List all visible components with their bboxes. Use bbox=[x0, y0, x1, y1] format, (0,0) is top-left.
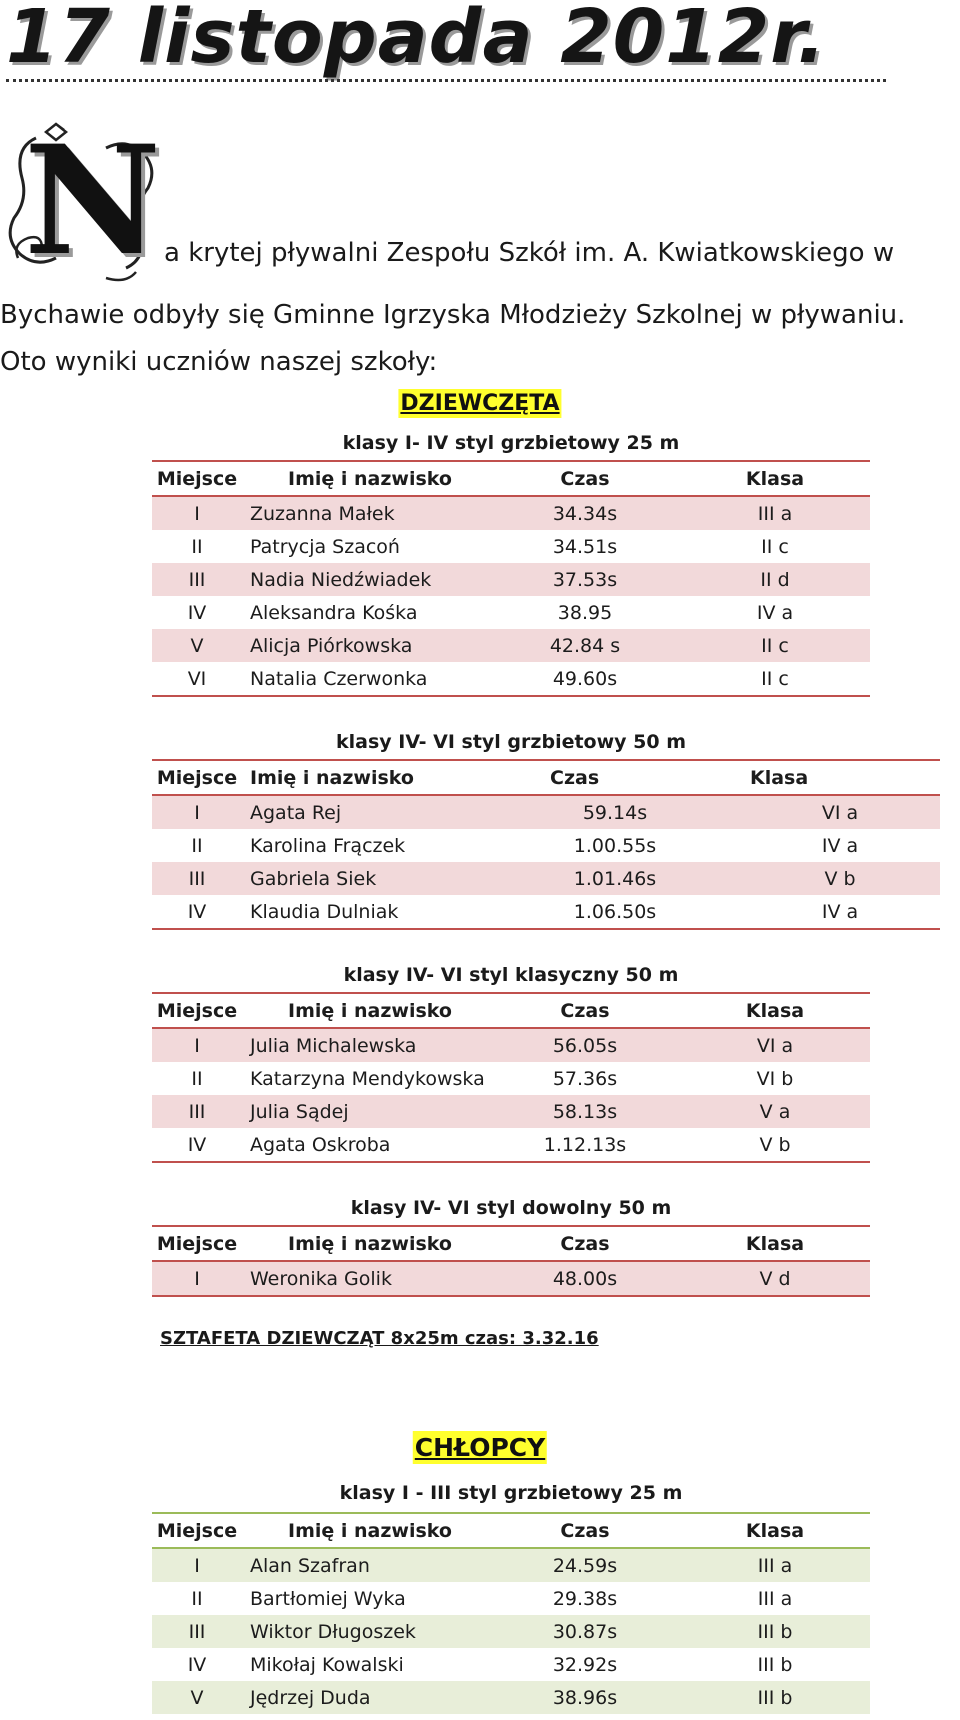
table-row bbox=[152, 596, 870, 629]
cell-place: III bbox=[188, 1100, 206, 1123]
cell-time: 34.34s bbox=[552, 502, 618, 525]
table-row bbox=[152, 1095, 870, 1128]
cell-class: IV a bbox=[756, 601, 794, 624]
table-header-row bbox=[152, 993, 870, 1028]
table-row bbox=[152, 1681, 870, 1714]
cell-name: Alicja Piórkowska bbox=[250, 634, 413, 657]
col-header-place: Miejsce bbox=[156, 1519, 238, 1542]
cell-name: Agata Rej bbox=[250, 801, 342, 824]
cell-name: Weronika Golik bbox=[250, 1267, 392, 1290]
cell-class: II c bbox=[761, 535, 789, 558]
cell-place: I bbox=[194, 801, 200, 824]
cell-place: IV bbox=[187, 900, 207, 923]
cell-time: 38.95 bbox=[557, 601, 613, 624]
cell-time: 30.87s bbox=[552, 1620, 618, 1643]
cell-class: V b bbox=[759, 1133, 791, 1156]
table-row bbox=[152, 662, 870, 696]
cell-place: IV bbox=[187, 1653, 207, 1676]
girls-table-2-caption: klasy IV- VI styl grzbietowy 50 m bbox=[335, 731, 687, 753]
cell-place: I bbox=[194, 1034, 200, 1057]
cell-name: Aleksandra Kośka bbox=[250, 601, 418, 624]
girls-relay-result: SZTAFETA DZIEWCZĄT 8x25m czas: 3.32.16 bbox=[160, 1328, 599, 1349]
girls-results-table-1 bbox=[152, 460, 870, 697]
cell-time: 1.12.13s bbox=[543, 1133, 627, 1156]
cell-class: III b bbox=[757, 1653, 793, 1676]
table-header-row bbox=[152, 760, 940, 795]
cell-place: V bbox=[190, 1686, 204, 1709]
cell-name: Katarzyna Mendykowska bbox=[250, 1067, 485, 1090]
drop-cap-letter: N bbox=[24, 113, 162, 289]
drop-cap bbox=[6, 113, 162, 289]
cell-class: II c bbox=[761, 667, 789, 690]
intro-line-1: a krytej pływalni Zespołu Szkół im. A. Kwiatkowskiego w bbox=[164, 238, 895, 268]
cell-place: I bbox=[194, 1267, 200, 1290]
girls-heading: DZIEWCZĘTA bbox=[400, 391, 560, 416]
cell-name: Julia Sądej bbox=[250, 1100, 349, 1123]
col-header-place: Miejsce bbox=[156, 467, 238, 490]
col-header-name: Imię i nazwisko bbox=[250, 766, 414, 789]
cell-place: IV bbox=[187, 1133, 207, 1156]
table-header-row bbox=[152, 1513, 870, 1548]
table-row bbox=[152, 795, 940, 829]
table-row bbox=[152, 530, 870, 563]
intro-line-2: Bychawie odbyły się Gminne Igrzyska Młodzieży Szkolnej w pływaniu. bbox=[0, 300, 906, 330]
cell-name: Wiktor Długoszek bbox=[250, 1620, 416, 1643]
cell-name: Agata Oskroba bbox=[250, 1133, 391, 1156]
table-row bbox=[152, 1128, 870, 1162]
table-row bbox=[152, 563, 870, 596]
title-dotted-rule bbox=[6, 79, 886, 82]
cell-class: V b bbox=[824, 867, 856, 890]
col-header-class: Klasa bbox=[745, 467, 805, 490]
cell-time: 1.01.46s bbox=[573, 867, 657, 890]
cell-class: V d bbox=[759, 1267, 791, 1290]
table-row bbox=[152, 1548, 870, 1582]
cell-place: V bbox=[190, 634, 204, 657]
table-row bbox=[152, 1615, 870, 1648]
cell-name: Natalia Czerwonka bbox=[250, 667, 428, 690]
col-header-time: Czas bbox=[560, 1232, 610, 1255]
col-header-place: Miejsce bbox=[156, 766, 238, 789]
cell-place: II bbox=[191, 1587, 203, 1610]
cell-name: Jędrzej Duda bbox=[250, 1686, 371, 1709]
cell-place: II bbox=[191, 834, 203, 857]
cell-place: III bbox=[188, 867, 206, 890]
col-header-time: Czas bbox=[560, 1519, 610, 1542]
cell-place: IV bbox=[187, 601, 207, 624]
cell-class: IV a bbox=[821, 900, 859, 923]
cell-name: Nadia Niedźwiadek bbox=[250, 568, 432, 591]
cell-class: II d bbox=[760, 568, 790, 591]
girls-results-table-3 bbox=[152, 992, 870, 1163]
cell-class: IV a bbox=[821, 834, 859, 857]
cell-place: I bbox=[194, 1554, 200, 1577]
table-row bbox=[152, 629, 870, 662]
cell-time: 56.05s bbox=[552, 1034, 618, 1057]
cell-class: VI a bbox=[756, 1034, 794, 1057]
cell-place: II bbox=[191, 1067, 203, 1090]
cell-name: Patrycja Szacoń bbox=[250, 535, 400, 558]
cell-class: III a bbox=[757, 1587, 793, 1610]
cell-time: 49.60s bbox=[552, 667, 618, 690]
cell-time: 24.59s bbox=[552, 1554, 618, 1577]
cell-time: 1.00.55s bbox=[573, 834, 657, 857]
cell-time: 57.36s bbox=[552, 1067, 618, 1090]
col-header-time: Czas bbox=[560, 999, 610, 1022]
table-header-row bbox=[152, 461, 870, 496]
cell-time: 59.14s bbox=[582, 801, 648, 824]
girls-results-table-2 bbox=[152, 759, 940, 930]
cell-time: 58.13s bbox=[552, 1100, 618, 1123]
cell-name: Mikołaj Kowalski bbox=[250, 1653, 404, 1676]
cell-class: III b bbox=[757, 1620, 793, 1643]
cell-place: VI bbox=[187, 667, 207, 690]
girls-table-3-caption: klasy IV- VI styl klasyczny 50 m bbox=[343, 964, 679, 986]
table-row bbox=[152, 1062, 870, 1095]
table-row bbox=[152, 862, 940, 895]
cell-place: III bbox=[188, 568, 206, 591]
boys-table-1-caption: klasy I - III styl grzbietowy 25 m bbox=[339, 1482, 683, 1504]
col-header-name: Imię i nazwisko bbox=[288, 999, 452, 1022]
cell-name: Bartłomiej Wyka bbox=[250, 1587, 406, 1610]
col-header-class: Klasa bbox=[745, 1519, 805, 1542]
cell-place: III bbox=[188, 1620, 206, 1643]
cell-time: 42.84 s bbox=[549, 634, 621, 657]
table-row bbox=[152, 496, 870, 530]
col-header-class: Klasa bbox=[750, 766, 809, 789]
cell-name: Karolina Frączek bbox=[250, 834, 406, 857]
cell-name: Julia Michalewska bbox=[250, 1034, 417, 1057]
cell-place: II bbox=[191, 535, 203, 558]
cell-name: Alan Szafran bbox=[250, 1554, 370, 1577]
cell-class: III a bbox=[757, 502, 793, 525]
cell-name: Klaudia Dulniak bbox=[250, 900, 399, 923]
cell-name: Zuzanna Małek bbox=[250, 502, 395, 525]
col-header-name: Imię i nazwisko bbox=[288, 1232, 452, 1255]
girls-table-4-caption: klasy IV- VI styl dowolny 50 m bbox=[350, 1197, 672, 1219]
table-row bbox=[152, 829, 940, 862]
cell-time: 1.06.50s bbox=[573, 900, 657, 923]
intro-line-3: Oto wyniki uczniów naszej szkoły: bbox=[0, 347, 438, 377]
col-header-name: Imię i nazwisko bbox=[288, 1519, 452, 1542]
col-header-name: Imię i nazwisko bbox=[288, 467, 452, 490]
table-header-row bbox=[152, 1226, 870, 1261]
girls-results-table-4 bbox=[152, 1225, 870, 1297]
cell-name: Gabriela Siek bbox=[250, 867, 377, 890]
col-header-place: Miejsce bbox=[156, 1232, 238, 1255]
col-header-place: Miejsce bbox=[156, 999, 238, 1022]
col-header-class: Klasa bbox=[745, 1232, 805, 1255]
cell-class: VI b bbox=[756, 1067, 794, 1090]
cell-class: VI a bbox=[821, 801, 859, 824]
cell-place: I bbox=[194, 502, 200, 525]
col-header-time: Czas bbox=[550, 766, 600, 789]
col-header-time: Czas bbox=[560, 467, 610, 490]
cell-time: 38.96s bbox=[552, 1686, 618, 1709]
boys-heading: CHŁOPCY bbox=[414, 1433, 546, 1462]
table-row bbox=[152, 895, 940, 929]
cell-class: V a bbox=[759, 1100, 791, 1123]
boys-results-table-1 bbox=[152, 1512, 870, 1714]
cell-time: 29.38s bbox=[552, 1587, 618, 1610]
col-header-class: Klasa bbox=[745, 999, 805, 1022]
cell-class: II c bbox=[761, 634, 789, 657]
girls-table-1-caption: klasy I- IV styl grzbietowy 25 m bbox=[342, 432, 680, 454]
table-row bbox=[152, 1648, 870, 1681]
table-row bbox=[152, 1261, 870, 1296]
table-row bbox=[152, 1582, 870, 1615]
cell-time: 34.51s bbox=[552, 535, 618, 558]
cell-time: 48.00s bbox=[552, 1267, 618, 1290]
cell-time: 37.53s bbox=[552, 568, 618, 591]
cell-class: III b bbox=[757, 1686, 793, 1709]
cell-class: III a bbox=[757, 1554, 793, 1577]
cell-time: 32.92s bbox=[552, 1653, 618, 1676]
page-title: 17 listopada 2012r. bbox=[6, 0, 827, 80]
table-row bbox=[152, 1028, 870, 1062]
